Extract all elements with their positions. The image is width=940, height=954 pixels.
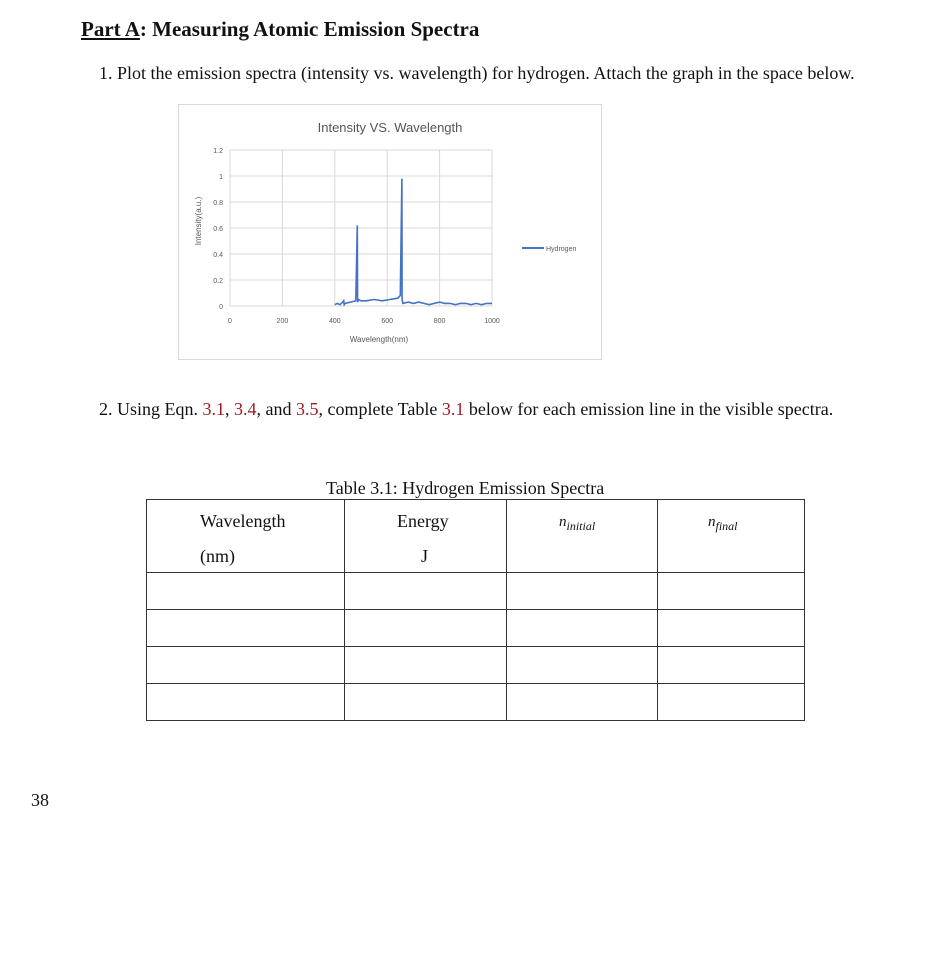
table-cell[interactable] — [507, 647, 658, 684]
table-cell[interactable] — [345, 684, 507, 721]
question-2-text-d: below for each emission line in the visible spectra. — [468, 399, 834, 419]
x-tick-label: 400 — [328, 318, 341, 325]
question-1-number: 1. — [99, 63, 113, 83]
header-energy-line2: J — [421, 546, 429, 566]
section-title — [81, 17, 479, 42]
y-tick-label: 1 — [219, 174, 223, 181]
table-cell[interactable] — [658, 610, 805, 647]
table-cell[interactable] — [507, 684, 658, 721]
question-2-sep: , — [225, 399, 230, 419]
table-cell[interactable] — [507, 610, 658, 647]
x-tick-label: 0 — [228, 318, 232, 325]
y-tick-label: 0 — [219, 304, 223, 311]
header-wavelength — [147, 500, 345, 573]
table-cell[interactable] — [345, 647, 507, 684]
table-ref-3-1[interactable]: 3.1 — [441, 399, 465, 419]
n-final-symbol: n — [708, 514, 716, 530]
section-title-text: : Measuring Atomic Emission Spectra — [139, 17, 480, 41]
table-row — [147, 684, 805, 721]
table-row — [147, 573, 805, 610]
y-tick-label: 0.4 — [213, 252, 223, 259]
table-cell[interactable] — [147, 610, 345, 647]
table-cell[interactable] — [658, 684, 805, 721]
n-initial-subscript: initial — [566, 519, 596, 533]
table-row — [147, 647, 805, 684]
question-1 — [99, 63, 855, 84]
table-row — [147, 610, 805, 647]
n-final-subscript: final — [715, 519, 738, 533]
question-2 — [99, 399, 833, 420]
n-initial-symbol: n — [559, 514, 567, 530]
question-2-text-c: , complete Table — [318, 399, 438, 419]
x-tick-label: 800 — [433, 318, 446, 325]
emission-chart — [178, 104, 602, 360]
chart-x-label: Wavelength(nm) — [349, 335, 409, 344]
emission-table — [146, 499, 805, 721]
table-cell[interactable] — [345, 573, 507, 610]
y-tick-label: 1.2 — [213, 148, 223, 155]
eqn-ref-3-5[interactable]: 3.5 — [296, 399, 319, 419]
header-n-final — [658, 500, 805, 573]
eqn-ref-3-1[interactable]: 3.1 — [202, 399, 225, 419]
x-tick-label: 200 — [276, 318, 289, 325]
table-cell[interactable] — [658, 573, 805, 610]
eqn-ref-3-4[interactable]: 3.4 — [234, 399, 257, 419]
question-1-text: Plot the emission spectra (intensity vs. wavelength) for hydrogen. Attach the graph in the space below. — [117, 63, 855, 83]
legend-label-hydrogen: Hydrogen — [546, 246, 577, 253]
x-tick-label: 1000 — [484, 318, 500, 325]
header-wavelength-line1: Wavelength — [200, 511, 286, 531]
table-cell[interactable] — [658, 647, 805, 684]
table-cell[interactable] — [147, 684, 345, 721]
table-caption: Table 3.1: Hydrogen Emission Spectra — [326, 478, 605, 498]
header-n-initial — [507, 500, 658, 573]
chart-svg — [179, 105, 601, 359]
y-tick-label: 0.6 — [213, 226, 223, 233]
series-line-hydrogen — [335, 179, 492, 305]
table-cell[interactable] — [507, 573, 658, 610]
table-cell[interactable] — [147, 573, 345, 610]
question-2-number: 2. — [99, 399, 113, 419]
header-wavelength-line2: (nm) — [200, 546, 235, 566]
header-energy — [345, 500, 507, 573]
table-cell[interactable] — [147, 647, 345, 684]
question-2-text-a: Using Eqn. — [117, 399, 198, 419]
chart-title: Intensity VS. Wavelength — [317, 120, 463, 135]
x-tick-label: 600 — [381, 318, 394, 325]
table-header-row — [147, 500, 805, 573]
part-label: Part A — [81, 17, 140, 41]
question-2-text-b: , and — [256, 399, 292, 419]
page-number: 38 — [31, 790, 49, 810]
chart-y-label: Intensity(a.u.) — [194, 196, 203, 246]
header-energy-line1: Energy — [397, 511, 449, 531]
table-cell[interactable] — [345, 610, 507, 647]
y-tick-label: 0.8 — [213, 200, 223, 207]
y-tick-label: 0.2 — [213, 278, 223, 285]
